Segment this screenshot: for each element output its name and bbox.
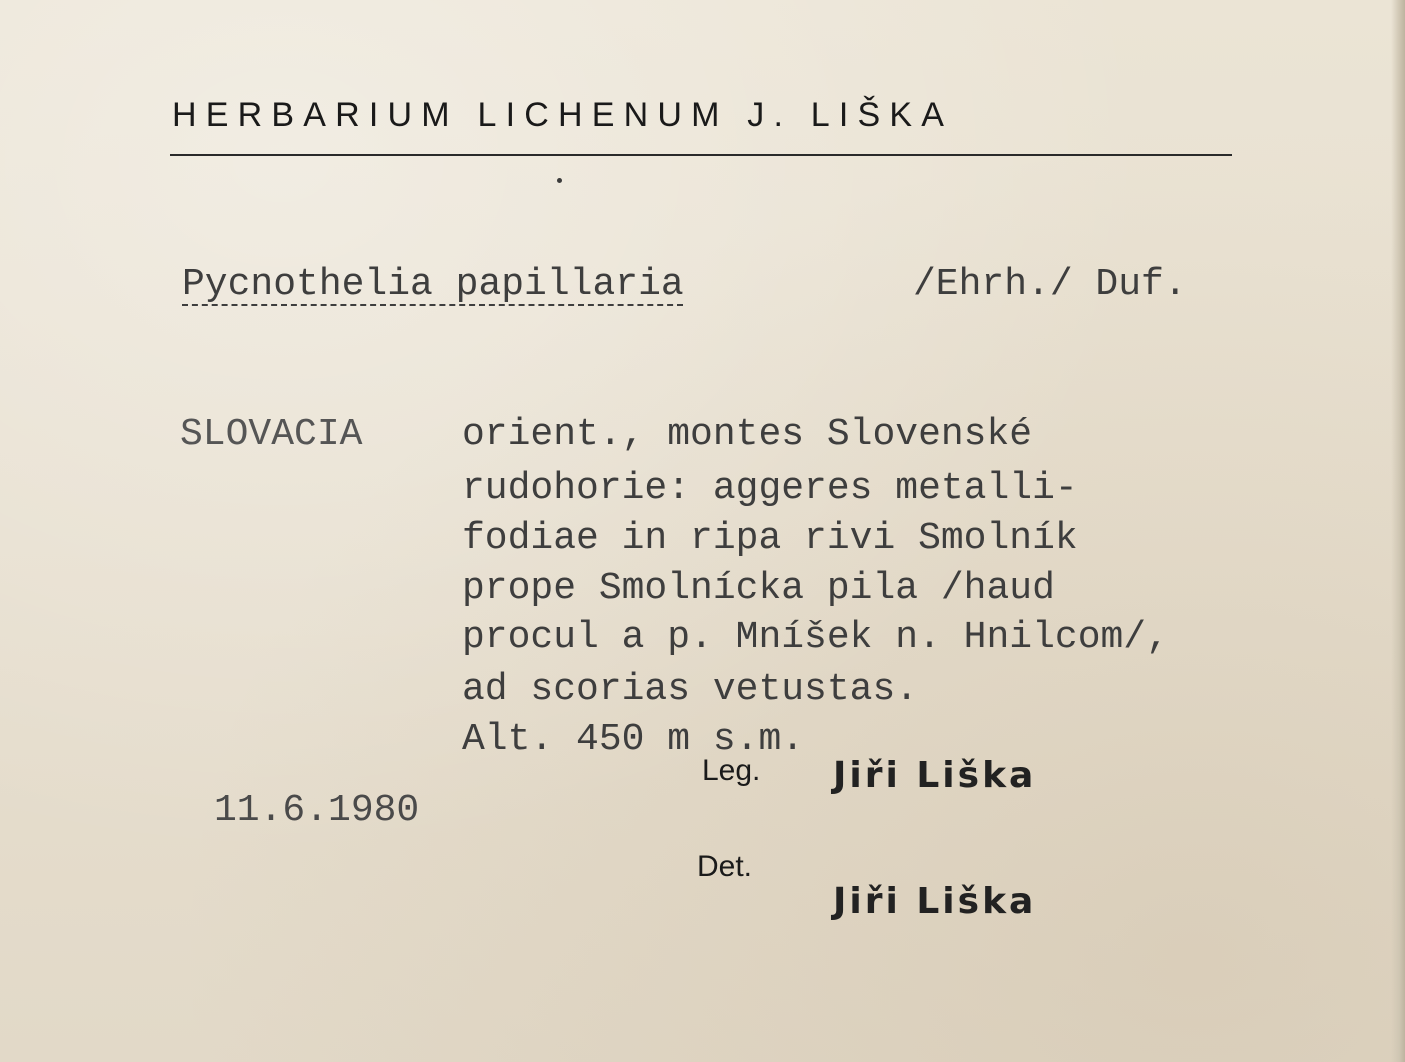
collection-date: 11.6.1980 bbox=[214, 789, 420, 832]
locality-line: orient., montes Slovenské bbox=[462, 413, 1033, 456]
locality-line: procul a p. Mníšek n. Hnilcom/, bbox=[462, 616, 1169, 659]
collector-name: Jiři Liška bbox=[833, 755, 1037, 796]
locality-line: rudohorie: aggeres metalli- bbox=[462, 467, 1078, 510]
leg-label: Leg. bbox=[702, 754, 761, 787]
locality-country: SLOVACIA bbox=[180, 413, 363, 456]
locality-line: ad scorias vetustas. bbox=[462, 668, 919, 711]
ink-speck bbox=[557, 178, 562, 183]
locality-line: prope Smolnícka pila /haud bbox=[462, 567, 1055, 610]
species-name: Pycnothelia papillaria bbox=[182, 263, 684, 306]
header-rule bbox=[170, 154, 1232, 156]
determiner-name: Jiři Liška bbox=[833, 881, 1037, 922]
paper-edge bbox=[1391, 0, 1405, 1062]
species-author: /Ehrh./ Duf. bbox=[913, 263, 1187, 306]
locality-line: fodiae in ripa rivi Smolník bbox=[462, 517, 1078, 560]
herbarium-title: HERBARIUM LICHENUM J. LIŠKA bbox=[172, 96, 954, 134]
det-label: Det. bbox=[697, 850, 753, 883]
locality-line: Alt. 450 m s.m. bbox=[462, 718, 805, 761]
